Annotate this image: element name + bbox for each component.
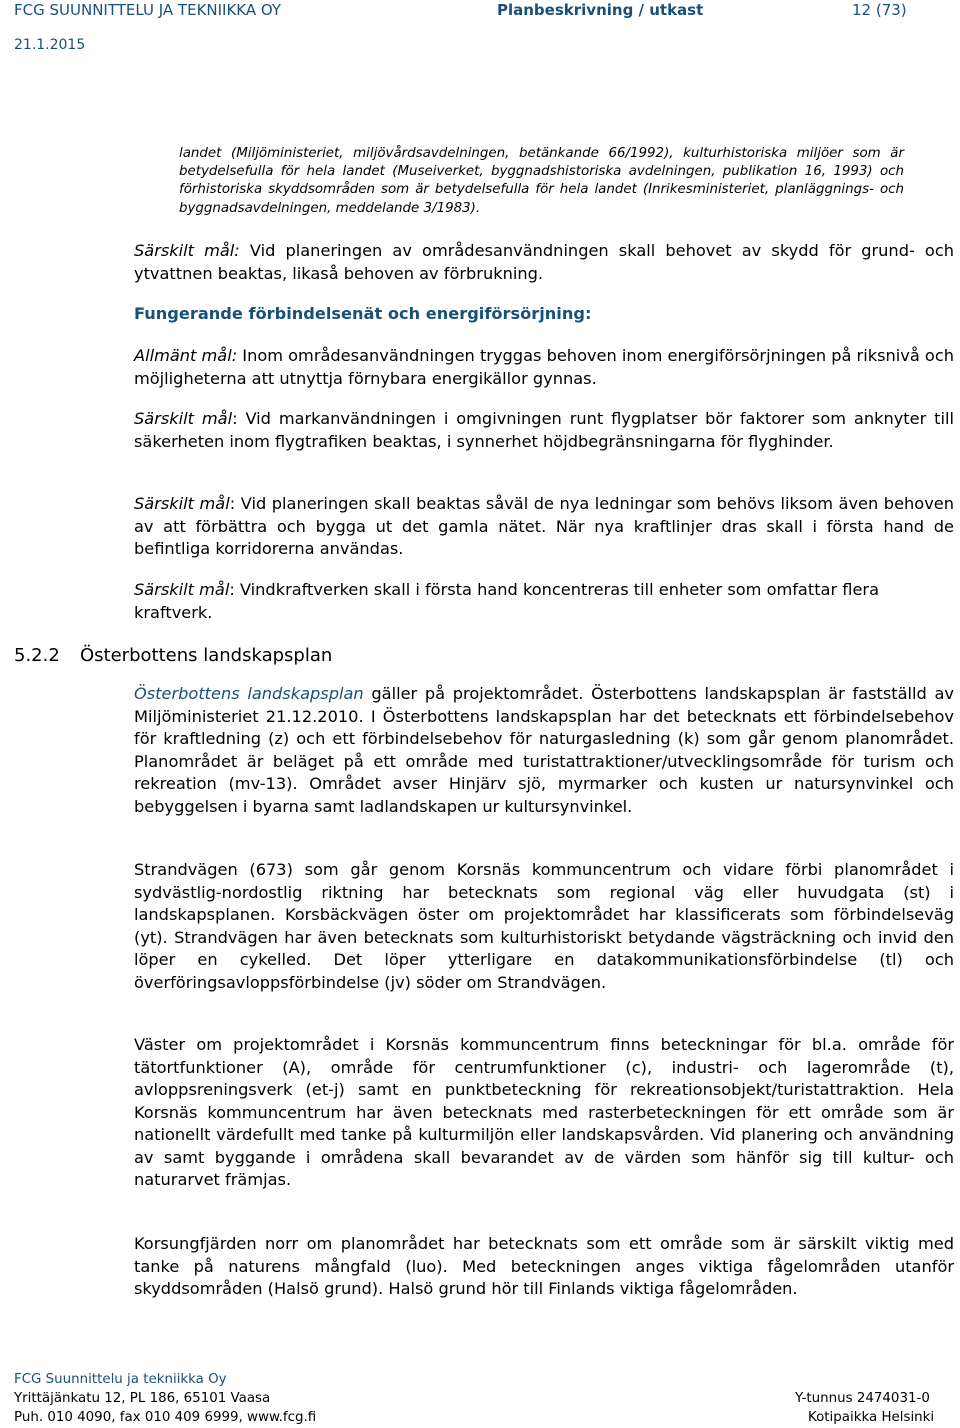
footer-business-id: Y-tunnus 2474031-0 [795,1391,930,1406]
header-page-number: 12 (73) [852,1,907,19]
plan-link[interactable]: Österbottens landskapsplan [134,684,364,703]
body-paragraph-4: Korsungfjärden norr om planområdet har betecknats som ett område som är särskilt viktig med tanke på naturens mångfald (luo). Med beteckningen anges viktiga fågelområden utanför skyddsområden (Halsö grund). Halsö grund hör till Finlands viktiga fågelområden. [134,1234,954,1298]
goal-power-lines [134,493,954,561]
goal-airports [134,408,954,453]
energy-heading: Fungerande förbindelsenät och energiförsörjning: [134,304,592,323]
goal-groundwater [134,240,954,285]
goal-label: Särskilt mål: [134,241,240,260]
goal-text: : Vindkraftverken skall i första hand koncentreras till enheter som omfattar flera kraftverk. [134,580,879,622]
footer-contact: Puh. 010 4090, fax 010 409 6999, www.fcg.fi [14,1410,317,1425]
goal-label: Särskilt mål [134,580,230,599]
goal-text: : Vid planeringen skall beaktas såväl de nya ledningar som behövs liksom även behoven av att förbättra och bygga ut det gamla nätet. När nya kraftlinjer dras skall i första hand de befintliga korridorerna användas. [134,494,954,558]
header-date: 21.1.2015 [14,37,86,53]
footer-address: Yrittäjänkatu 12, PL 186, 65101 Vaasa [14,1391,271,1406]
page-header [0,0,960,60]
goal-text: Inom områdesanvändningen tryggas behoven inom energiförsörjningen på riksnivå och möjligheterna att utnyttja förnybara energikällor gynnas. [134,346,954,388]
goal-wind-power [134,579,954,624]
goal-energy-general [134,345,954,390]
intro-note: landet (Miljöministeriet, miljövårdsavdelningen, betänkande 66/1992), kulturhistoriska miljöer som är betydelsefulla för hela landet (Museiverket, byggnadshistoriska avdelningen, publikation 16, 1993) och förhistoriska skyddsområden som är betydelsefulla för hela landet (Inrikesministeriet, planläggnings- och byggnadsavdelningen, meddelande 3/1983). [179,146,904,216]
body-paragraph-2: Strandvägen (673) som går genom Korsnäs kommuncentrum och vidare förbi planområdet i sydvästlig-nordostlig riktning har betecknats som regional väg eller huvudgata (st) i landskapsplanen. Korsbäckvägen öster om projektområdet har klassificerats som förbindelseväg (yt). Strandvägen har även betecknats som kulturhistoriskt betydande vägsträckning och invid den löper en cykelled. Det löper ytterligare en datakommunikationsförbindelse (tl) och överföringsavloppsförbindelse (jv) söder om Strandvägen. [134,860,954,992]
body-paragraph-1 [134,683,954,818]
footer-company: FCG Suunnittelu ja tekniikka Oy [14,1372,227,1387]
goal-label: Särskilt mål [134,494,230,513]
section-number: 5.2.2 [14,645,60,666]
body-paragraph-3: Väster om projektområdet i Korsnäs kommuncentrum finns beteckningar för bl.a. område för tätortfunktioner (A), område för centrumfunktioner (c), industri- och lagerområde (t), avloppsreningsverk (et-j) samt en punktbeteckning för rekreationsobjekt/turistattraktion. Hela Korsnäs kommuncentrum har även betecknats med rasterbeteckningen för ett område som är nationellt värdefullt med tanke på kulturmiljön eller landskapsvården. Vid planering och användning av samt byggande i områdena skall bevarandet av de värden som hänför sig till kultur- och naturarvet främjas. [134,1035,954,1189]
footer-domicile: Kotipaikka Helsinki [808,1410,935,1425]
goal-label: Särskilt mål [134,409,233,428]
goal-text: : Vid markanvändningen i omgivningen runt flygplatser bör faktorer som anknyter till säkerheten inom flygtrafiken beaktas, i synnerhet höjdbegränsningarna för flyghinder. [134,409,954,451]
section-heading [14,645,332,667]
header-company: FCG SUUNNITTELU JA TEKNIIKKA OY [14,1,282,19]
header-doc-title: Planbeskrivning / utkast [497,1,704,19]
section-title: Österbottens landskapsplan [80,645,333,666]
goal-text: Vid planeringen av områdesanvändningen skall behovet av skydd för grund- och ytvattnen beaktas, likaså behoven av förbrukning. [134,241,954,283]
goal-label: Allmänt mål: [134,346,238,365]
body-text: gäller på projektområdet. Österbottens landskapsplan är fastställd av Miljöministeriet 21.12.2010. I Österbottens landskapsplan har det betecknats ett förbindelsebehov för kraftledning (z) och ett förbindelsebehov för naturgasledning (k) som går genom planområdet. Planområdet är beläget på ett område med turistattraktioner/utvecklingsområde för turism och rekreation (mv-13). Området avser Hinjärv sjö, myrmarker och kusten ur natursynvinkel och bebyggelsen i byarna samt ladlandskapen ur kultursynvinkel. [134,684,955,816]
